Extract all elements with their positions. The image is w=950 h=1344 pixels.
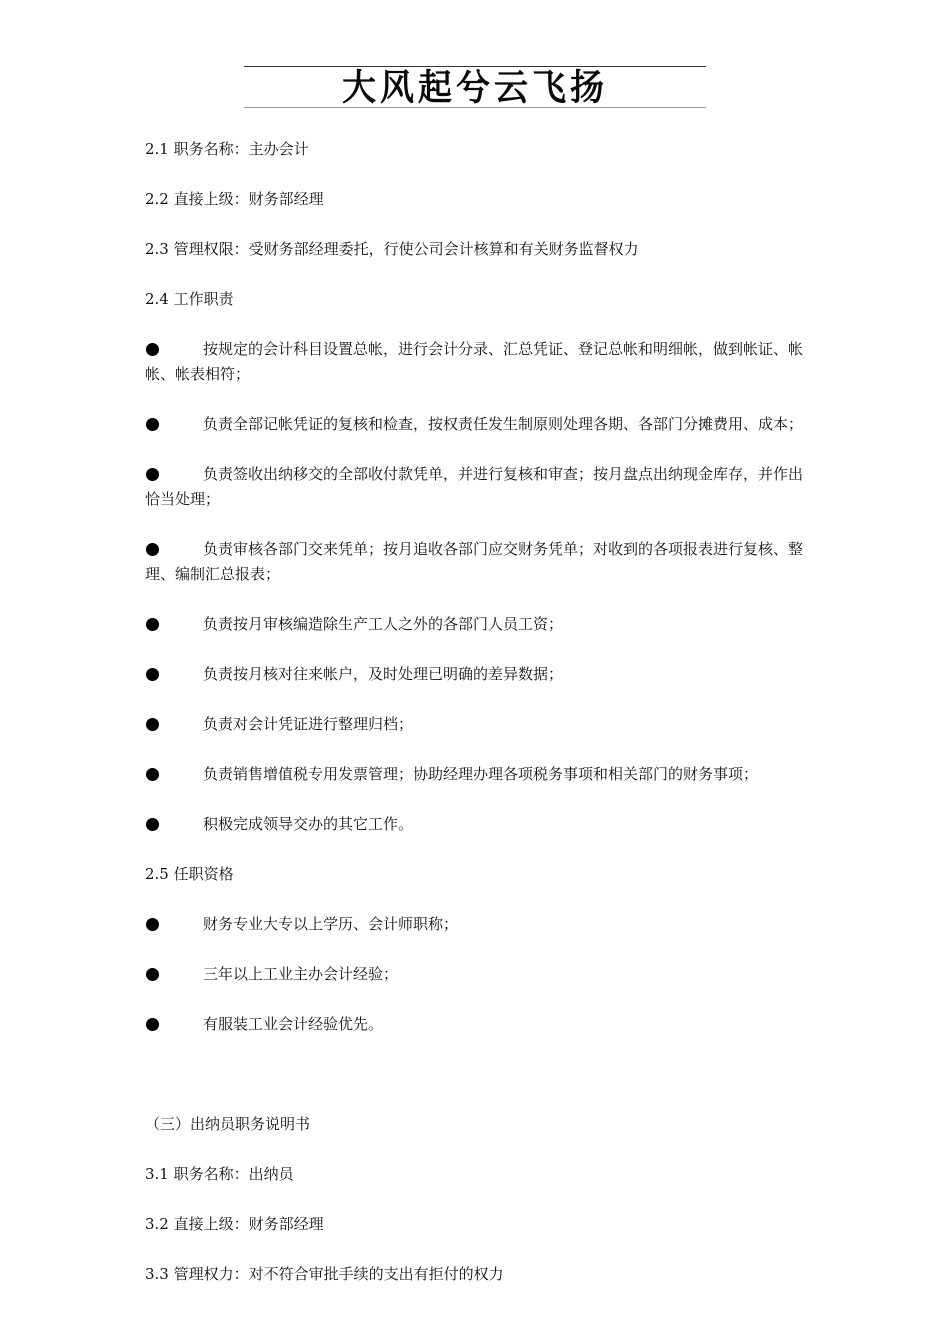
list-item-text: 负责按月审核编造除生产工人之外的各部门人员工资；: [203, 615, 564, 633]
list-item: [145, 962, 810, 987]
bullet-icon: [146, 918, 159, 931]
list-item: [145, 537, 810, 587]
list-item-text: 财务专业大专以上学历、会计师职称；: [203, 915, 459, 933]
list-item: [145, 1012, 810, 1037]
list-item-text: 负责销售增值税专用发票管理；协助经理办理各项税务事项和相关部门的财务事项；: [203, 765, 759, 783]
list-item-text: 负责按月核对往来帐户，及时处理已明确的差异数据；: [203, 665, 564, 683]
duties-heading: 2.4 工作职责: [145, 290, 234, 308]
bullet-icon: [146, 1018, 159, 1031]
list-item: [145, 412, 810, 437]
section-heading: （三）出纳员职务说明书: [145, 1115, 311, 1133]
bullet-icon: [146, 968, 159, 981]
list-item: [145, 812, 810, 837]
list-item-text: 按规定的会计科目设置总帐，进行会计分录、汇总凭证、登记总帐和明细帐，做到帐证、帐帐、帐表相符；: [145, 340, 804, 383]
list-item: [145, 712, 810, 737]
list-item: [145, 662, 810, 687]
bullet-icon: [146, 468, 159, 481]
list-item-text: 负责对会计凭证进行整理归档；: [203, 715, 414, 733]
list-item-text: 负责全部记帐凭证的复核和检查，按权责任发生制原则处理各期、各部门分摊费用、成本；: [203, 415, 804, 433]
list-item: [145, 462, 810, 512]
header-banner: [244, 66, 706, 108]
authority-line: 3.3 管理权力：对不符合审批手续的支出有拒付的权力: [145, 1265, 504, 1283]
bullet-icon: [146, 618, 159, 631]
list-item-text: 积极完成领导交办的其它工作。: [203, 815, 414, 833]
direct-superior-line: 2.2 直接上级：财务部经理: [145, 190, 324, 208]
bullet-icon: [146, 718, 159, 731]
qualifications-heading: 2.5 任职资格: [145, 865, 234, 883]
job-title-line: 2.1 职务名称：主办会计: [145, 140, 309, 158]
bullet-icon: [146, 343, 159, 356]
list-item: [145, 912, 810, 937]
qualifications-list: [145, 912, 810, 1037]
bullet-icon: [146, 668, 159, 681]
authority-line: 2.3 管理权限：受财务部经理委托，行使公司会计核算和有关财务监督权力: [145, 240, 639, 258]
list-item-text: 三年以上工业主办会计经验；: [203, 965, 399, 983]
bullet-icon: [146, 768, 159, 781]
list-item-text: 有服装工业会计经验优先。: [203, 1015, 384, 1033]
list-item-text: 负责签收出纳移交的全部收付款凭单，并进行复核和审查；按月盘点出纳现金库存，并作出恰当处理；: [145, 465, 804, 508]
list-item: [145, 612, 810, 637]
document-body: [145, 137, 810, 1312]
list-item: [145, 762, 810, 787]
bullet-icon: [146, 543, 159, 556]
duties-list: [145, 337, 810, 837]
section-spacer: [145, 1062, 810, 1112]
list-item-text: 负责审核各部门交来凭单；按月追收各部门应交财务凭单；对收到的各项报表进行复核、整理、编制汇总报表；: [145, 540, 804, 583]
bullet-icon: [146, 818, 159, 831]
bullet-icon: [146, 418, 159, 431]
list-item: [145, 337, 810, 387]
banner-calligraphy-text: 大风起兮云飞扬: [342, 67, 608, 108]
direct-superior-line: 3.2 直接上级：财务部经理: [145, 1215, 324, 1233]
job-title-line: 3.1 职务名称：出纳员: [145, 1165, 294, 1183]
